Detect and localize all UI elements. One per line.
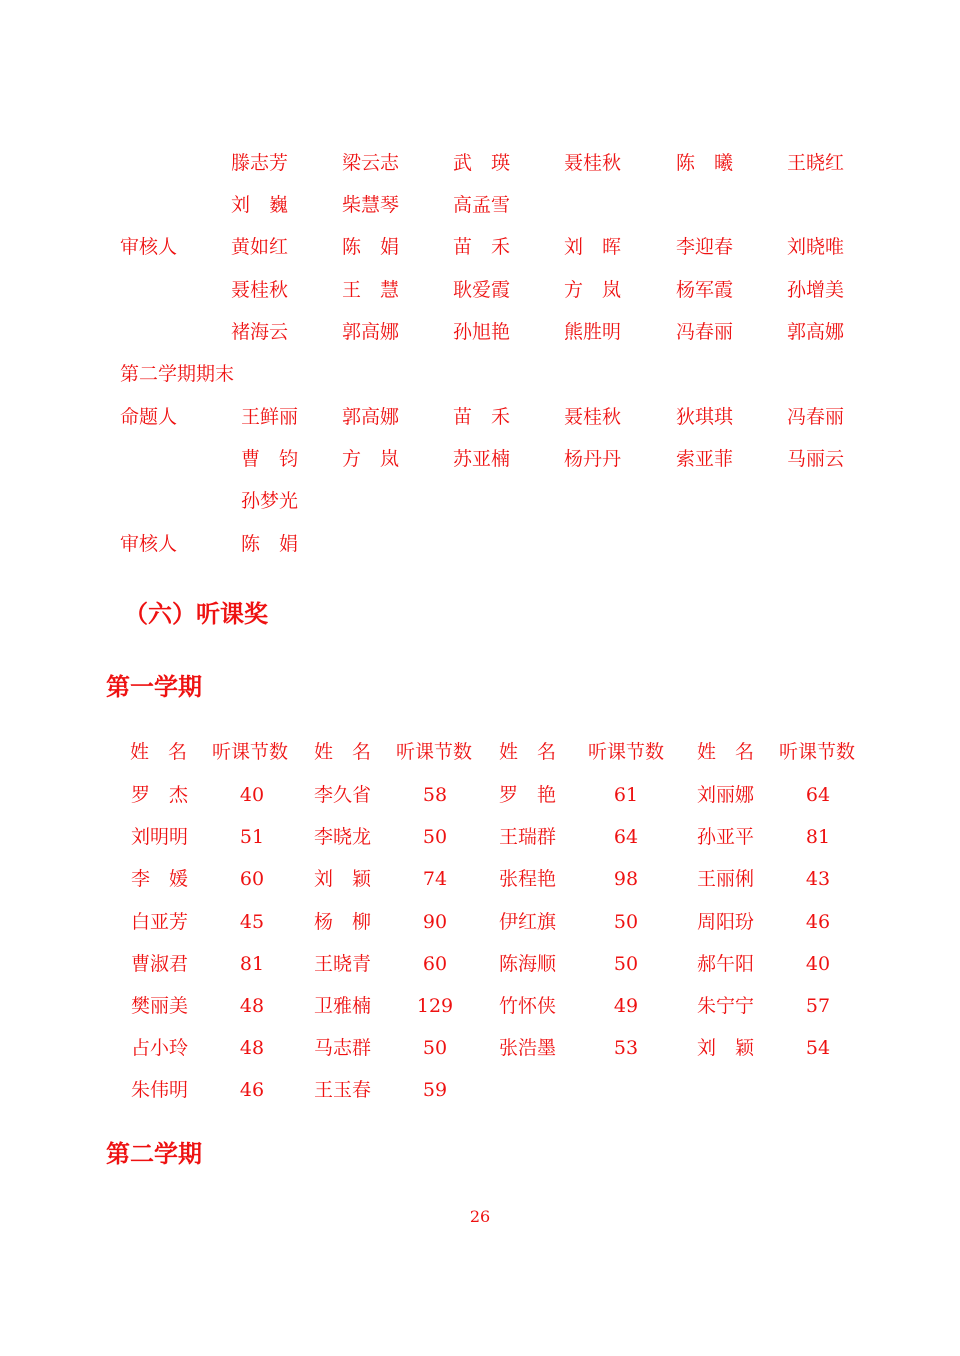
table-header-name: 姓 名 [697, 741, 755, 763]
person-name: 熊胜明 [564, 321, 622, 343]
table-cell-count: 46 [805, 911, 831, 933]
person-name: 郭高娜 [342, 406, 400, 428]
table-header-name: 姓 名 [130, 741, 188, 763]
table-cell-count: 81 [805, 826, 831, 848]
table-cell-count: 50 [613, 953, 639, 975]
person-name: 杨军霞 [676, 279, 734, 301]
table-cell-name: 马志群 [314, 1037, 372, 1059]
page-number: 26 [469, 1207, 491, 1226]
table-cell-count: 64 [613, 826, 639, 848]
table-cell-count: 50 [422, 1037, 448, 1059]
person-name: 孙旭艳 [453, 321, 511, 343]
table-cell-name: 李 媛 [131, 868, 189, 890]
person-name: 王晓红 [787, 152, 845, 174]
person-name: 滕志芳 [231, 152, 289, 174]
table-cell-name: 刘丽娜 [697, 784, 755, 806]
table-cell-count: 129 [416, 995, 454, 1017]
table-cell-count: 49 [613, 995, 639, 1017]
person-name: 王鲜丽 [241, 406, 299, 428]
person-name: 郭高娜 [787, 321, 845, 343]
person-name: 聂桂秋 [231, 279, 289, 301]
table-cell-count: 50 [613, 911, 639, 933]
table-cell-name: 王瑞群 [499, 826, 557, 848]
person-name: 孙梦光 [241, 490, 299, 512]
person-name: 苗 禾 [453, 236, 511, 258]
person-name: 陈 娟 [342, 236, 400, 258]
person-name: 耿爱霞 [453, 279, 511, 301]
person-name: 王 慧 [342, 279, 400, 301]
table-cell-name: 王晓青 [314, 953, 372, 975]
table-cell-count: 90 [422, 911, 448, 933]
person-name: 陈 曦 [676, 152, 734, 174]
table-cell-name: 张程艳 [499, 868, 557, 890]
second-final-title: 第二学期期末 [120, 363, 235, 385]
table-header-count: 听课节数 [779, 741, 856, 763]
person-name: 索亚菲 [676, 448, 734, 470]
table-cell-name: 周阳玢 [697, 911, 755, 933]
table-cell-count: 43 [805, 868, 831, 890]
table-cell-count: 74 [422, 868, 448, 890]
table-cell-count: 50 [422, 826, 448, 848]
person-name: 高孟雪 [453, 194, 511, 216]
table-cell-count: 57 [805, 995, 831, 1017]
person-name: 郭高娜 [342, 321, 400, 343]
table-header-count: 听课节数 [396, 741, 473, 763]
table-cell-name: 朱伟明 [131, 1079, 189, 1101]
section-title: （六）听课奖 [124, 599, 268, 628]
table-cell-name: 樊丽美 [131, 995, 189, 1017]
person-name: 马丽云 [787, 448, 845, 470]
table-cell-name: 杨 柳 [314, 911, 372, 933]
table-cell-name: 李久省 [314, 784, 372, 806]
table-cell-name: 曹淑君 [131, 953, 189, 975]
person-name: 刘晓唯 [787, 236, 845, 258]
table-cell-name: 竹怀侠 [499, 995, 557, 1017]
table-cell-name: 孙亚平 [697, 826, 755, 848]
person-name: 武 瑛 [453, 152, 511, 174]
person-name: 孙增美 [787, 279, 845, 301]
table-cell-count: 40 [239, 784, 265, 806]
table-cell-count: 40 [805, 953, 831, 975]
person-name: 黄如红 [231, 236, 289, 258]
table-cell-name: 王玉春 [314, 1079, 372, 1101]
role-label: 审核人 [120, 236, 178, 258]
table-cell-count: 59 [422, 1079, 448, 1101]
table-header-name: 姓 名 [314, 741, 372, 763]
person-name: 聂桂秋 [564, 406, 622, 428]
table-cell-name: 刘 颖 [314, 868, 372, 890]
table-cell-count: 58 [422, 784, 448, 806]
person-name: 冯春丽 [676, 321, 734, 343]
table-cell-name: 罗 艳 [499, 784, 557, 806]
table-header-count: 听课节数 [212, 741, 289, 763]
person-name: 陈 娟 [241, 533, 299, 555]
person-name: 曹 钧 [241, 448, 299, 470]
person-name: 方 岚 [342, 448, 400, 470]
table-cell-count: 64 [805, 784, 831, 806]
table-cell-name: 刘 颖 [697, 1037, 755, 1059]
table-cell-count: 98 [613, 868, 639, 890]
person-name: 苗 禾 [453, 406, 511, 428]
person-name: 梁云志 [342, 152, 400, 174]
table-cell-count: 53 [613, 1037, 639, 1059]
table-cell-name: 罗 杰 [131, 784, 189, 806]
table-cell-name: 伊红旗 [499, 911, 557, 933]
table-cell-count: 48 [239, 995, 265, 1017]
person-name: 杨丹丹 [564, 448, 622, 470]
table-cell-name: 白亚芳 [131, 911, 189, 933]
person-name: 刘 巍 [231, 194, 289, 216]
person-name: 柴慧琴 [342, 194, 400, 216]
term1-title: 第一学期 [106, 673, 202, 701]
table-cell-count: 48 [239, 1037, 265, 1059]
table-cell-name: 朱宁宁 [697, 995, 755, 1017]
person-name: 李迎春 [676, 236, 734, 258]
term2-title: 第二学期 [106, 1140, 202, 1168]
table-header-count: 听课节数 [588, 741, 665, 763]
person-name: 狄琪琪 [676, 406, 734, 428]
person-name: 冯春丽 [787, 406, 845, 428]
table-cell-name: 王丽俐 [697, 868, 755, 890]
table-header-name: 姓 名 [499, 741, 557, 763]
person-name: 方 岚 [564, 279, 622, 301]
table-cell-name: 卫雅楠 [314, 995, 372, 1017]
table-cell-count: 81 [239, 953, 265, 975]
person-name: 聂桂秋 [564, 152, 622, 174]
role-label: 审核人 [120, 533, 178, 555]
table-cell-count: 61 [613, 784, 639, 806]
table-cell-count: 46 [239, 1079, 265, 1101]
table-cell-name: 占小玲 [131, 1037, 189, 1059]
table-cell-name: 刘明明 [131, 826, 189, 848]
table-cell-count: 54 [805, 1037, 831, 1059]
person-name: 苏亚楠 [453, 448, 511, 470]
table-cell-count: 60 [422, 953, 448, 975]
role-label: 命题人 [120, 406, 178, 428]
person-name: 褚海云 [231, 321, 289, 343]
table-cell-name: 郝午阳 [697, 953, 755, 975]
table-cell-count: 60 [239, 868, 265, 890]
table-cell-count: 45 [239, 911, 265, 933]
table-cell-name: 李晓龙 [314, 826, 372, 848]
table-cell-count: 51 [239, 826, 265, 848]
table-cell-name: 陈海顺 [499, 953, 557, 975]
person-name: 刘 晖 [564, 236, 622, 258]
table-cell-name: 张浩墨 [499, 1037, 557, 1059]
